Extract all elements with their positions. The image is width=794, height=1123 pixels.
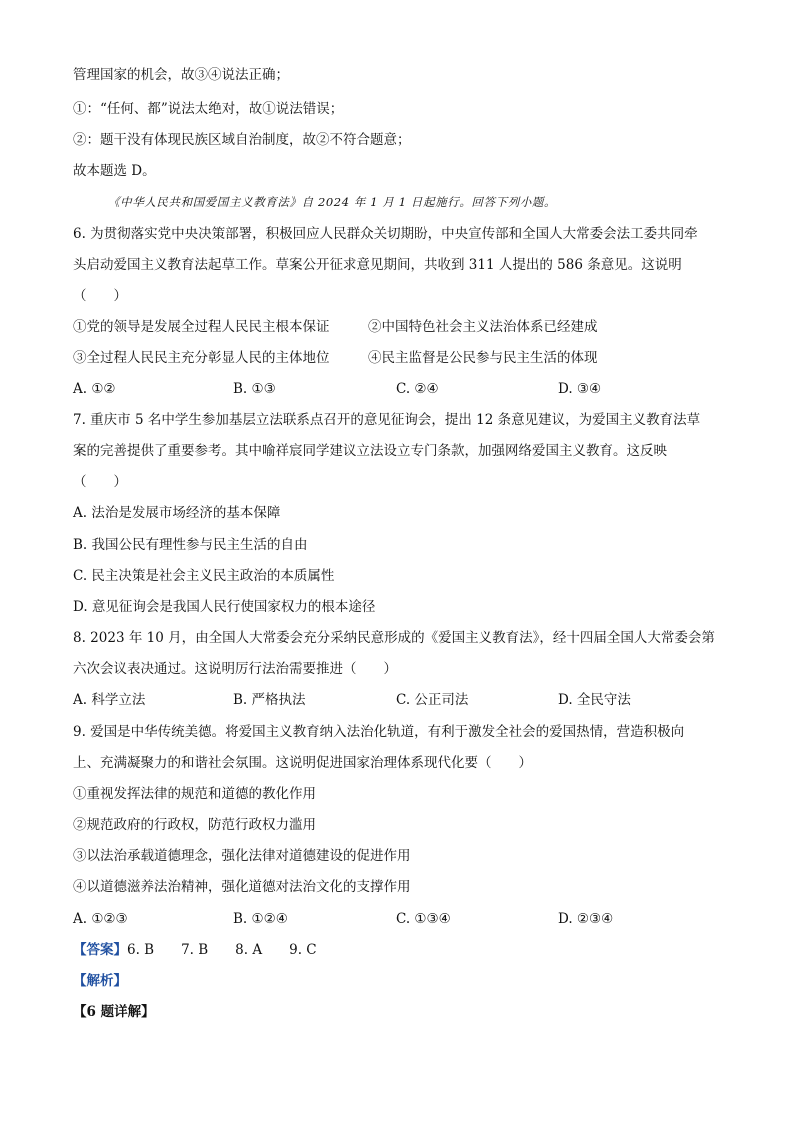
q6-option-c: C. ②④ [396, 381, 439, 397]
q7-option-a: A. 法治是发展市场经济的基本保障 [73, 505, 281, 521]
q9-statement: ②规范政府的行政权，防范行政权力滥用 [73, 817, 316, 833]
q6-option-b: B. ①③ [233, 381, 276, 397]
detail-tag: 【6 题详解】 [73, 1004, 155, 1020]
q6-option-d: D. ③④ [558, 381, 602, 397]
q8-stem-line: 六次会议表决通过。这说明厉行法治需要推进（ ） [73, 661, 397, 677]
q8-option-d: D. 全民守法 [558, 692, 631, 708]
group-intro: 《中华人民共和国爱国主义教育法》自 2024 年 1 月 1 日起施行。回答下列小题。 [108, 195, 557, 209]
explanation-line: 管理国家的机会，故③④说法正确； [73, 67, 289, 83]
q7-stem-line: 案的完善提供了重要参考。其中喻祥宸同学建议立法设立专门条款，加强网络爱国主义教育。这反映 [73, 443, 667, 459]
q9-option-c: C. ①③④ [396, 911, 451, 927]
q8-stem-line: 8. 2023 年 10 月，由全国人大常委会充分采纳民意形成的《爱国主义教育法》，经十四届全国人大常委会第 [73, 630, 715, 646]
q8-option-b: B. 严格执法 [233, 692, 306, 708]
explanation-line: ①：“任何、都”说法太绝对，故①说法错误； [73, 101, 344, 117]
q9-statement: ①重视发挥法律的规范和道德的教化作用 [73, 786, 316, 802]
q6-statement: ①党的领导是发展全过程人民民主根本保证 [73, 319, 330, 335]
q7-stem-line: 7. 重庆市 5 名中学生参加基层立法联系点召开的意见征询会，提出 12 条意见建议，为爱国主义教育法草 [73, 412, 701, 428]
q9-option-b: B. ①②④ [233, 911, 288, 927]
q6-option-a: A. ①② [73, 381, 116, 397]
answer-tag: 【答案】 [73, 942, 127, 958]
q7-option-d: D. 意见征询会是我国人民行使国家权力的根本途径 [73, 599, 376, 615]
q8-option-c: C. 公正司法 [396, 692, 469, 708]
answer-line [73, 941, 317, 959]
q9-stem-line: 9. 爱国是中华传统美德。将爱国主义教育纳入法治化轨道，有利于激发全社会的爱国热情，营造积极向 [73, 724, 685, 740]
q6-statement: ③全过程人民民主充分彰显人民的主体地位 [73, 350, 330, 366]
q9-statement: ③以法治承载道德理念，强化法律对道德建设的促进作用 [73, 848, 411, 864]
q7-option-b: B. 我国公民有理性参与民主生活的自由 [73, 537, 308, 553]
q6-statement: ④民主监督是公民参与民主生活的体现 [368, 350, 598, 366]
q6-stem-line: （ ） [73, 288, 127, 304]
answer-text: 6. B 7. B 8. A 9. C [127, 942, 317, 958]
explanation-line: ②：题干没有体现民族区域自治制度，故②不符合题意； [73, 132, 411, 148]
explanation-line: 故本题选 D。 [73, 163, 156, 179]
q9-stem-line: 上、充满凝聚力的和谐社会氛围。这说明促进国家治理体系现代化要（ ） [73, 755, 532, 771]
q9-option-a: A. ①②③ [73, 911, 128, 927]
q8-option-a: A. 科学立法 [73, 692, 146, 708]
q9-option-d: D. ②③④ [558, 911, 614, 927]
q9-statement: ④以道德滋养法治精神，强化道德对法治文化的支撑作用 [73, 879, 411, 895]
q7-option-c: C. 民主决策是社会主义民主政治的本质属性 [73, 568, 335, 584]
analysis-tag: 【解析】 [73, 973, 127, 989]
q6-stem-line: 6. 为贯彻落实党中央决策部署，积极回应人民群众关切期盼，中央宣传部和全国人大常委会法工委共同牵 [73, 226, 698, 242]
q6-stem-line: 头启动爱国主义教育法起草工作。草案公开征求意见期间，共收到 311 人提出的 586 条意见。这说明 [73, 257, 682, 273]
q6-statement: ②中国特色社会主义法治体系已经建成 [368, 319, 598, 335]
q7-stem-line: （ ） [73, 474, 127, 490]
